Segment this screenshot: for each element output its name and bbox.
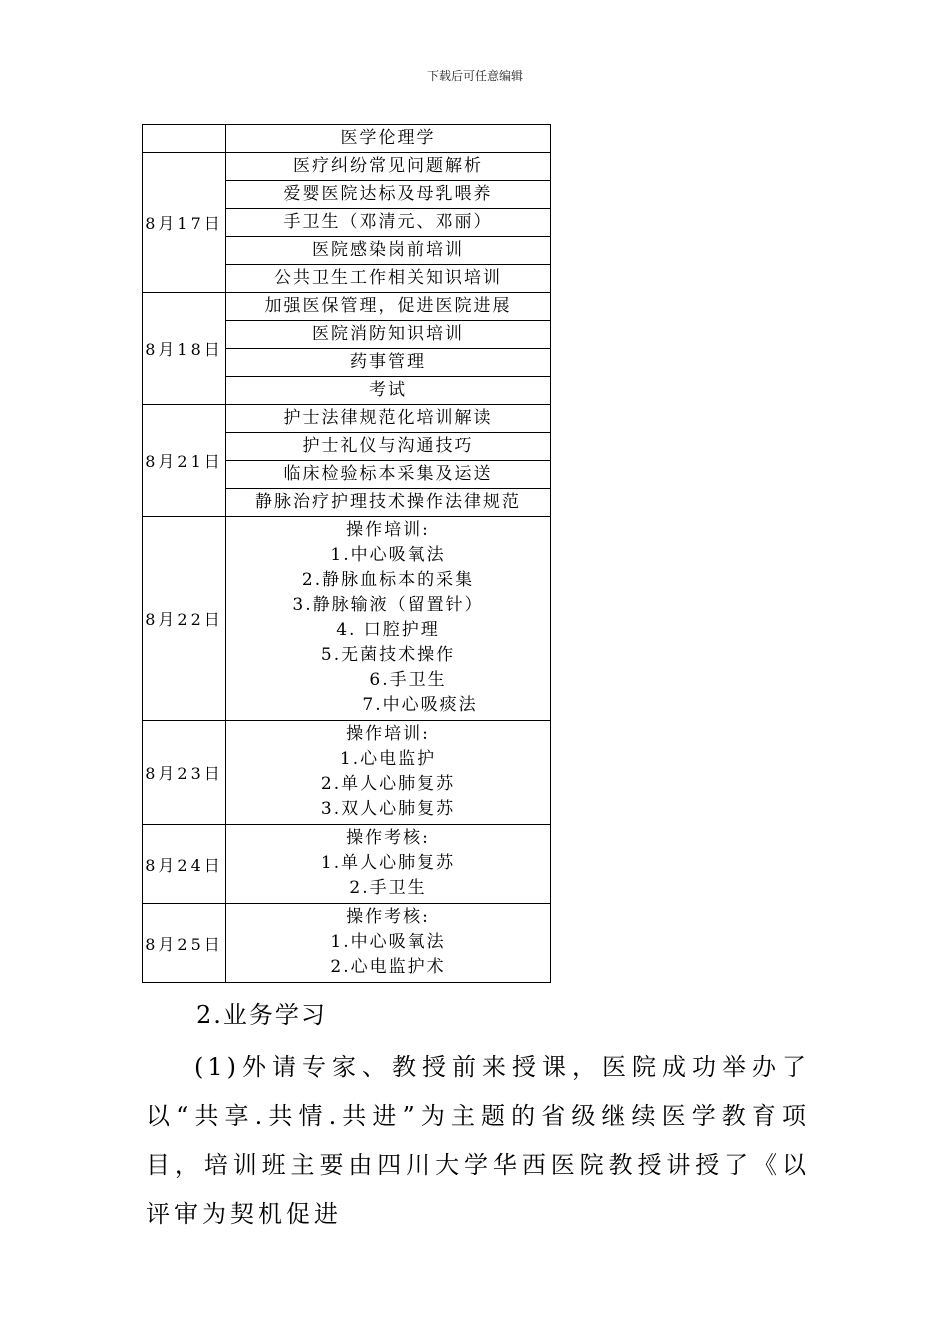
topic-line: 1.单人心肺复苏 [320, 853, 456, 873]
topic-cell [226, 517, 551, 721]
topic-cell [226, 721, 551, 825]
date-cell: 8月22日 [143, 517, 226, 721]
topic-cell: 公共卫生工作相关知识培训 [226, 265, 551, 293]
topic-cell: 医学伦理学 [226, 125, 551, 153]
topic-line: 2.单人心肺复苏 [320, 774, 456, 794]
table-row [143, 517, 551, 721]
topic-cell: 护士礼仪与沟通技巧 [226, 433, 551, 461]
topic-cell: 医疗纠纷常见问题解析 [226, 153, 551, 181]
topic-line: 6.手卫生 [369, 670, 447, 690]
topic-cell: 爱婴医院达标及母乳喂养 [226, 181, 551, 209]
topic-line: 操作培训: [346, 724, 430, 744]
table-row [143, 825, 551, 904]
topic-cell: 医院感染岗前培训 [226, 237, 551, 265]
topic-line: 1.心电监护 [339, 749, 437, 769]
date-cell: 8月23日 [143, 721, 226, 825]
topic-line: 1.中心吸氧法 [330, 932, 446, 952]
date-cell: 8月21日 [143, 405, 226, 517]
topic-line: 2.手卫生 [349, 878, 427, 898]
topic-cell: 手卫生（邓清元、邓丽） [226, 209, 551, 237]
table-row [143, 405, 551, 433]
topic-line: 3.静脉输液（留置针） [292, 595, 484, 615]
topic-line: 4. 口腔护理 [336, 620, 440, 640]
topic-cell: 临床检验标本采集及运送 [226, 461, 551, 489]
topic-cell: 护士法律规范化培训解读 [226, 405, 551, 433]
topic-cell: 静脉治疗护理技术操作法律规范 [226, 489, 551, 517]
table-row [143, 125, 551, 153]
date-cell: 8月18日 [143, 293, 226, 405]
topic-line: 5.无菌技术操作 [320, 645, 456, 665]
topic-line: 操作考核: [346, 828, 430, 848]
table-row [143, 153, 551, 181]
topic-cell [226, 904, 551, 983]
date-cell: 8月24日 [143, 825, 226, 904]
topic-line: 2.心电监护术 [330, 957, 446, 977]
page-header: 下载后可任意编辑 [426, 69, 523, 83]
table-row [143, 904, 551, 983]
topic-line: 1.中心吸氧法 [330, 545, 446, 565]
table-row [143, 293, 551, 321]
topic-cell: 加强医保管理，促进医院进展 [226, 293, 551, 321]
topic-cell: 药事管理 [226, 349, 551, 377]
date-cell: 8月25日 [143, 904, 226, 983]
body-paragraph: (1)外请专家、教授前来授课，医院成功举办了以“共享.共情.共进”为主题的省级继续医学教育项目，培训班主要由四川大学华西医院教授讲授了《以评审为契机促进 [146, 1053, 810, 1228]
date-cell: 8月17日 [143, 153, 226, 293]
topic-line: 2.静脉血标本的采集 [301, 570, 475, 590]
date-cell [143, 125, 226, 153]
topic-cell: 医院消防知识培训 [226, 321, 551, 349]
topic-line: 操作考核: [346, 907, 430, 927]
topic-cell: 考试 [226, 377, 551, 405]
topic-cell [226, 825, 551, 904]
table-row [143, 721, 551, 825]
topic-line: 7.中心吸痰法 [362, 695, 478, 715]
topic-line: 操作培训: [346, 520, 430, 540]
training-schedule-table [142, 124, 551, 983]
section-heading: 2.业务学习 [196, 1001, 327, 1029]
topic-line: 3.双人心肺复苏 [320, 799, 456, 819]
